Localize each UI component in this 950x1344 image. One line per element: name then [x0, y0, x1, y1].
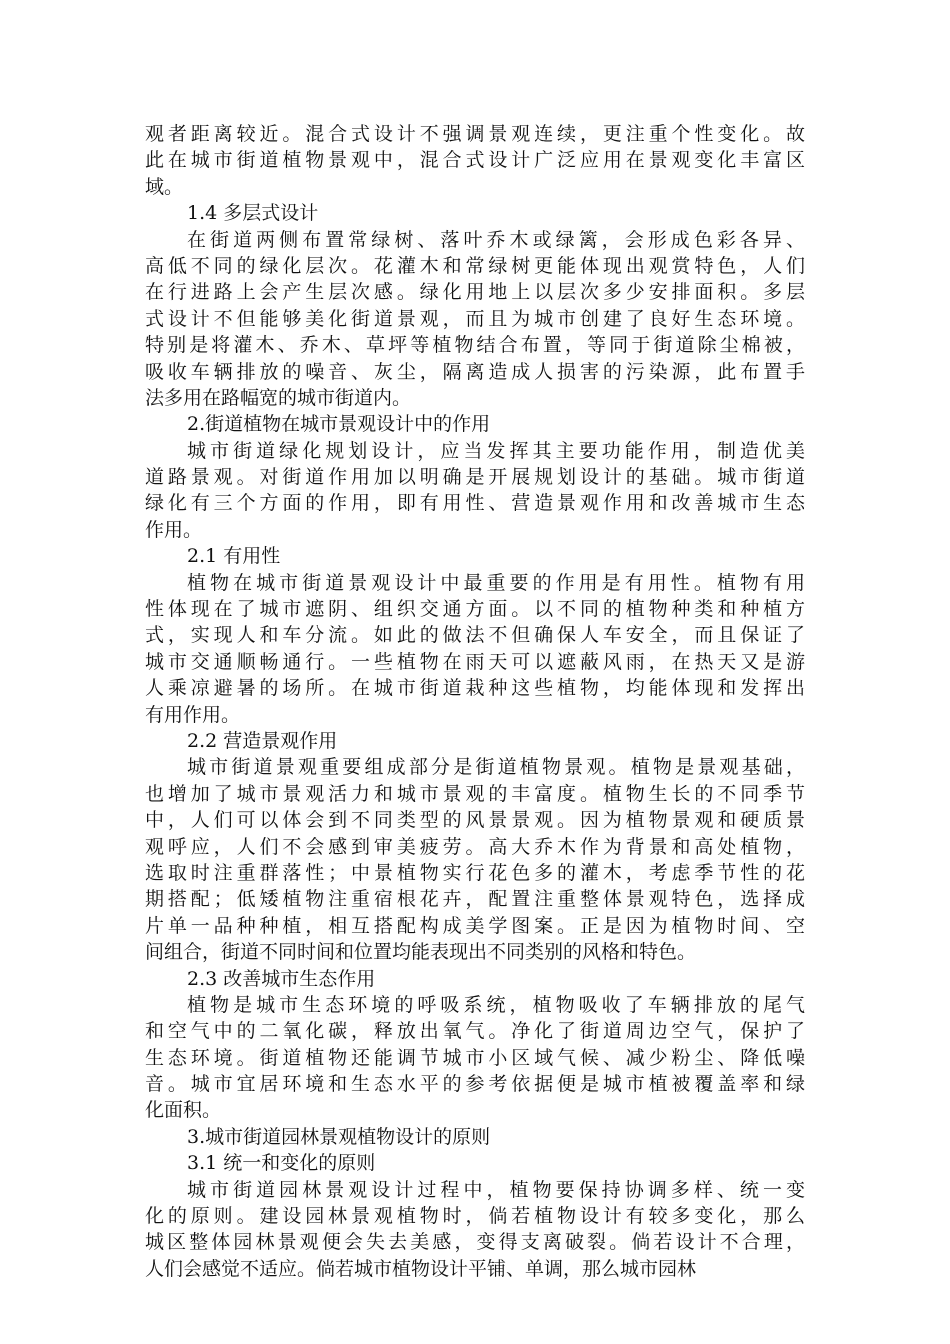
text-line: 3.城市街道园林景观植物设计的原则 [187, 1125, 491, 1148]
section-heading [145, 543, 805, 569]
text-line: 吸收车辆排放的噪音、灰尘，隔离造成人损害的污染源，此布置手 [145, 360, 805, 383]
text-line: 域。 [145, 175, 184, 198]
text-line: 中，人们可以体会到不同类型的风景景观。因为植物景观和硬质景 [145, 809, 805, 832]
text-line: 式，实现人和车分流。如此的做法不但确保人车安全，而且保证了 [145, 624, 805, 647]
text-line: 在街道两侧布置常绿树、落叶乔木或绿篱，会形成色彩各异、 [187, 228, 805, 251]
body-paragraph [145, 570, 805, 728]
text-line: 片单一品种种植，相互搭配构成美学图案。正是因为植物时间、空 [145, 914, 805, 937]
section-heading [145, 966, 805, 992]
text-line: 间组合，街道不同时间和位置均能表现出不同类别的风格和特色。 [145, 941, 697, 964]
text-line: 观呼应，人们不会感到审美疲劳。高大乔木作为背景和高处植物， [145, 835, 805, 858]
text-line: 生态环境。街道植物还能调节城市小区域气候、减少粉尘、降低噪 [145, 1046, 805, 1069]
text-line: 法多用在路幅宽的城市街道内。 [145, 386, 412, 409]
body-paragraph [145, 754, 805, 965]
text-line: 城市街道绿化规划设计，应当发挥其主要功能作用，制造优美 [187, 439, 805, 462]
text-line: 道路景观。对街道作用加以明确是开展规划设计的基础。城市街道 [145, 466, 805, 489]
section-heading [145, 200, 805, 226]
text-line: 2.2 营造景观作用 [187, 729, 338, 752]
text-line: 城市街道景观重要组成部分是街道植物景观。植物是景观基础， [187, 756, 805, 779]
text-line: 观者距离较近。混合式设计不强调景观连续，更注重个性变化。故 [145, 123, 805, 145]
text-line: 1.4 多层式设计 [187, 202, 319, 225]
section-heading [145, 411, 805, 437]
text-line: 式设计不但能够美化街道景观，而且为城市创建了良好生态环境。 [145, 307, 805, 330]
document-page [145, 121, 805, 1282]
text-line: 植物是城市生态环境的呼吸系统，植物吸收了车辆排放的尾气 [187, 993, 805, 1016]
text-line: 绿化有三个方面的作用，即有用性、营造景观作用和改善城市生态 [145, 492, 805, 515]
text-line: 2.街道植物在城市景观设计中的作用 [187, 413, 491, 436]
text-line: 和空气中的二氧化碳，释放出氧气。净化了街道周边空气，保护了 [145, 1020, 805, 1043]
text-line: 人乘凉避暑的场所。在城市街道栽种这些植物，均能体现和发挥出 [145, 677, 805, 700]
text-line: 作用。 [145, 518, 203, 541]
text-line: 有用作用。 [145, 703, 241, 726]
text-line: 植物在城市街道景观设计中最重要的作用是有用性。植物有用 [187, 571, 805, 594]
text-line: 城区整体园林景观便会失去美感，变得支离破裂。倘若设计不合理， [145, 1231, 805, 1254]
body-paragraph [145, 438, 805, 544]
body-paragraph [145, 1177, 805, 1283]
section-heading [145, 1124, 805, 1150]
text-line: 期搭配；低矮植物注重宿根花卉，配置注重整体景观特色，选择成 [145, 888, 805, 911]
text-line: 3.1 统一和变化的原则 [187, 1152, 376, 1175]
body-paragraph [145, 227, 805, 412]
text-line: 人们会感觉不适应。倘若城市植物设计平铺、单调，那么城市园林 [145, 1257, 697, 1280]
text-line: 选取时注重群落性；中景植物实行花色多的灌木，考虑季节性的花 [145, 861, 805, 884]
body-paragraph [145, 992, 805, 1124]
section-heading [145, 728, 805, 754]
text-line: 高低不同的绿化层次。花灌木和常绿树更能体现出观赏特色，人们 [145, 254, 805, 277]
section-heading [145, 1150, 805, 1176]
text-line: 特别是将灌木、乔木、草坪等植物结合布置，等同于街道除尘棉被， [145, 334, 805, 357]
text-line: 音。城市宜居环境和生态水平的参考依据便是城市植被覆盖率和绿 [145, 1073, 805, 1096]
text-line: 此在城市街道植物景观中，混合式设计广泛应用在景观变化丰富区 [145, 149, 805, 172]
body-paragraph [145, 121, 805, 200]
text-line: 化的原则。建设园林景观植物时，倘若植物设计有较多变化，那么 [145, 1205, 805, 1228]
text-line: 2.3 改善城市生态作用 [187, 967, 376, 990]
text-line: 2.1 有用性 [187, 545, 281, 568]
text-line: 性体现在了城市遮阴、组织交通方面。以不同的植物种类和种植方 [145, 598, 805, 621]
text-line: 城市街道园林景观设计过程中，植物要保持协调多样、统一变 [187, 1178, 805, 1201]
text-line: 也增加了城市景观活力和城市景观的丰富度。植物生长的不同季节 [145, 782, 805, 805]
text-line: 在行进路上会产生层次感。绿化用地上以层次多少安排面积。多层 [145, 281, 805, 304]
text-line: 化面积。 [145, 1099, 222, 1122]
text-line: 城市交通顺畅通行。一些植物在雨天可以遮蔽风雨，在热天又是游 [145, 650, 805, 673]
